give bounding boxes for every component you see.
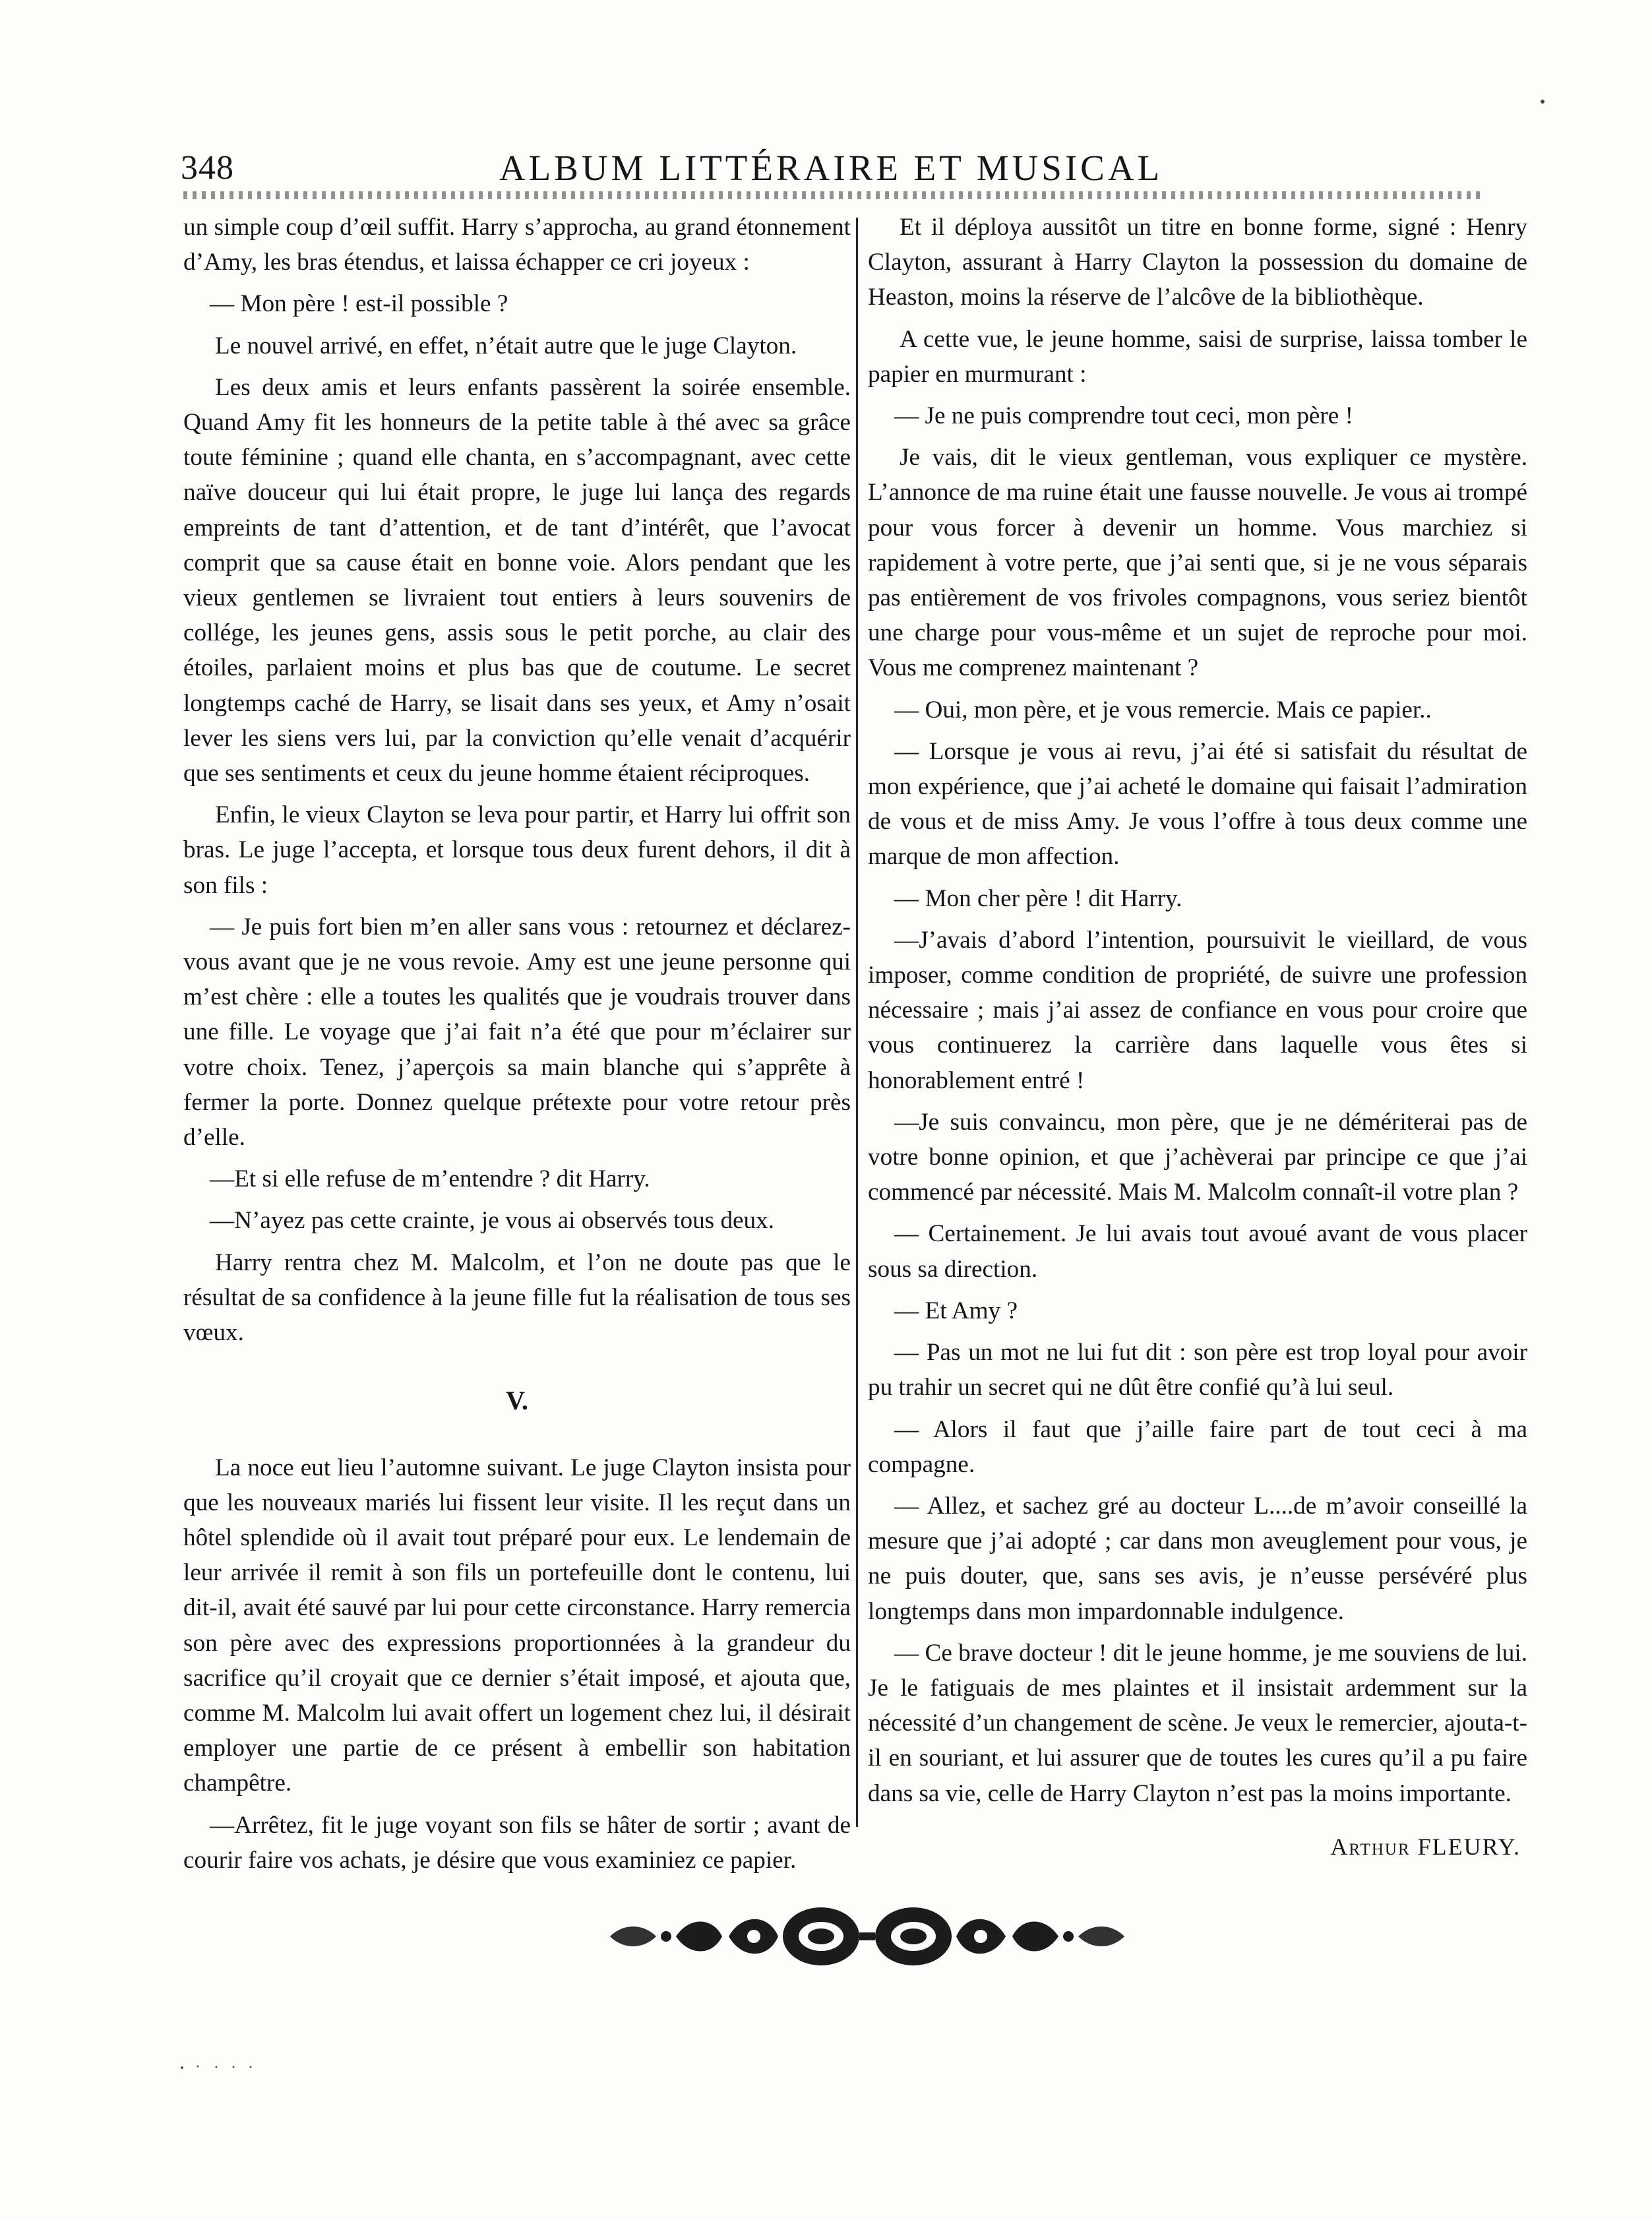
page-number: 348 xyxy=(181,149,234,187)
paragraph: — Mon cher père ! dit Harry. xyxy=(894,884,1182,912)
paragraph: Enfin, le vieux Clayton se leva pour partir, et Harry lui offrit son bras. Le juge l’accepta, et lorsque tous deux furent dehors, il dit à son fils : xyxy=(183,801,851,899)
paragraph: — Certainement. Je lui avais tout avoué avant de vous placer sous sa direction. xyxy=(868,1220,1527,1283)
paragraph: Je vais, dit le vieux gentleman, vous expliquer ce mystère. L’annonce de ma ruine était une fausse nouvelle. Je vous ai trompé pour vous forcer à devenir un homme. Vous marchiez si rapidement à votre perte, que j’ai senti que, si je ne vous séparais pas entièrement de vos frivoles compagnons, vous seriez bientôt une charge pour vous-même et un sujet de reproche pour moi. Vous me comprenez maintenant ? xyxy=(868,444,1527,682)
paragraph: — Mon père ! est-il possible ? xyxy=(210,290,508,318)
print-speck xyxy=(1540,99,1545,104)
paragraph: — Je ne puis comprendre tout ceci, mon père ! xyxy=(894,402,1353,430)
paragraph: — Oui, mon père, et je vous remercie. Mais ce papier.. xyxy=(894,696,1432,724)
fleuron-ornament-icon xyxy=(603,1897,1131,1976)
paragraph: —Je suis convaincu, mon père, que je ne démériterai pas de votre bonne opinion, et que j’achèverai par principe ce que j’ai commencé par nécessité. Mais M. Malcolm connaît-il votre plan ? xyxy=(868,1108,1527,1206)
running-title: ALBUM LITTÉRAIRE ET MUSICAL xyxy=(499,148,1163,188)
paragraph: — Ce brave docteur ! dit le jeune homme, je me souviens de lui. Je le fatiguais de mes plaintes et il insistait ardemment sur la nécessité d’un changement de scène. Je veux le remercier, ajouta-t-il en souriant, et lui assurer que de toutes les cures qu’il a pu faire dans sa vie, celle de Harry Clayton n’est pas la moins importante. xyxy=(868,1639,1527,1807)
paragraph: —J’avais d’abord l’intention, poursuivit le vieillard, de vous imposer, comme condition de propriété, de suivre une profession nécessaire ; mais j’ai assez de confiance en vous pour croire que vous continuerez la carrière dans laquelle vous êtes si honorablement entré ! xyxy=(868,926,1527,1094)
paragraph: A cette vue, le jeune homme, saisi de surprise, laissa tomber le papier en murmurant : xyxy=(868,325,1527,388)
section-heading: V. xyxy=(506,1386,528,1416)
paragraph: — Et Amy ? xyxy=(894,1297,1018,1324)
paragraph: — Lorsque je vous ai revu, j’ai été si satisfait du résultat de mon expérience, que j’ai acheté le domaine qui faisait l’admiration de vous et de miss Amy. Je vous l’offre à tous deux comme une marque de mon affection. xyxy=(868,737,1527,871)
right-column xyxy=(868,210,1527,1860)
author-signature xyxy=(868,1830,1527,1865)
paragraph: — Alors il faut que j’aille faire part de tout ceci à ma compagne. xyxy=(868,1415,1527,1478)
paragraph: Les deux amis et leurs enfants passèrent la soirée ensemble. Quand Amy fit les honneurs de la petite table à thé avec sa grâce toute féminine ; quand elle chanta, en s’accompagnant, avec cette naïve douceur qui lui était propre, le juge lui lança des regards empreints de tant d’attention, et de tant d’intérêt, que l’avocat comprit que sa cause était en bonne voie. Alors pendant que les vieux gentlemen se livraient tout entiers à leurs souvenirs de collége, les jeunes gens, assis sous le petit porche, au clair des étoiles, parlaient moins et plus bas que de coutume. Le secret longtemps caché de Harry, se lisait dans ses yeux, et Amy n’osait lever les siens vers lui, par la conviction qu’elle venait d’acquérir que ses sentiments et ceux du jeune homme étaient réciproques. xyxy=(183,373,851,787)
paragraph: un simple coup d’œil suffit. Harry s’approcha, au grand étonnement d’Amy, les bras étendus, et laissa échapper ce cri joyeux : xyxy=(183,214,851,276)
paragraph: — Pas un mot ne lui fut dit : son père est trop loyal pour avoir pu trahir un secret qui ne dût être confié qu’à lui seul. xyxy=(868,1339,1527,1402)
header-rule xyxy=(183,191,1484,199)
paragraph: — Je puis fort bien m’en aller sans vous : retournez et déclarez-vous avant que je ne vous revoie. Amy est une jeune personne qui m’est chère : elle a toutes les qualités que je voudrais trouver dans une fille. Le voyage que j’ai fait n’a été que pour m’éclairer sur votre choix. Tenez, j’aperçois sa main blanche qui s’apprête à fermer la porte. Donnez quelque prétexte pour votre retour près d’elle. xyxy=(183,913,851,1152)
paragraph: Le nouvel arrivé, en effet, n’était autre que le juge Clayton. xyxy=(215,332,797,359)
paragraph: Harry rentra chez M. Malcolm, et l’on ne doute pas que le résultat de sa confidence à la jeune fille fut la réalisation de tous ses vœux. xyxy=(183,1249,851,1347)
paragraph: —Arrêtez, fit le juge voyant son fils se hâter de sortir ; avant de courir faire vos achats, je désire que vous examiniez ce papier. xyxy=(183,1811,851,1874)
left-column xyxy=(183,210,851,1874)
paragraph: —N’ayez pas cette crainte, je vous ai observés tous deux. xyxy=(210,1207,775,1235)
paragraph: — Allez, et sachez gré au docteur L....de m’avoir conseillé la mesure que j’ai adopté ; car dans mon aveuglement pour vous, je ne puis douter, que, sans ses avis, je n’eusse persévéré plus longtemps dans mon impardonnable indulgence. xyxy=(868,1492,1527,1625)
paragraph: Et il déploya aussitôt un titre en bonne forme, signé : Henry Clayton, assurant à Harry Clayton la possession du domaine de Heaston, moins la réserve de l’alcôve de la bibliothèque. xyxy=(868,214,1527,311)
author-name: Arthur FLEURY. xyxy=(1330,1833,1521,1860)
paragraph: La noce eut lieu l’automne suivant. Le juge Clayton insista pour que les nouveaux mariés lui fissent leur visite. Il les reçut dans un hôtel splendide où il avait tout préparé pour eux. Le lendemain de leur arrivée il remit à son fils un portefeuille dont le contenu, lui dit-il, avait été sauvé par lui pour cette circonstance. Harry remercia son père avec des expressions proportionnées à la grandeur du sacrifice qu’il croyait que ce dernier s’était imposé, et ajouta que, comme M. Malcolm lui avait offert un logement chez lui, il désirait employer une partie de ce présent à embellir son habitation champêtre. xyxy=(183,1454,851,1797)
paragraph: —Et si elle refuse de m’entendre ? dit Harry. xyxy=(210,1165,650,1193)
print-speck xyxy=(178,2061,270,2072)
column-divider xyxy=(856,218,858,1827)
